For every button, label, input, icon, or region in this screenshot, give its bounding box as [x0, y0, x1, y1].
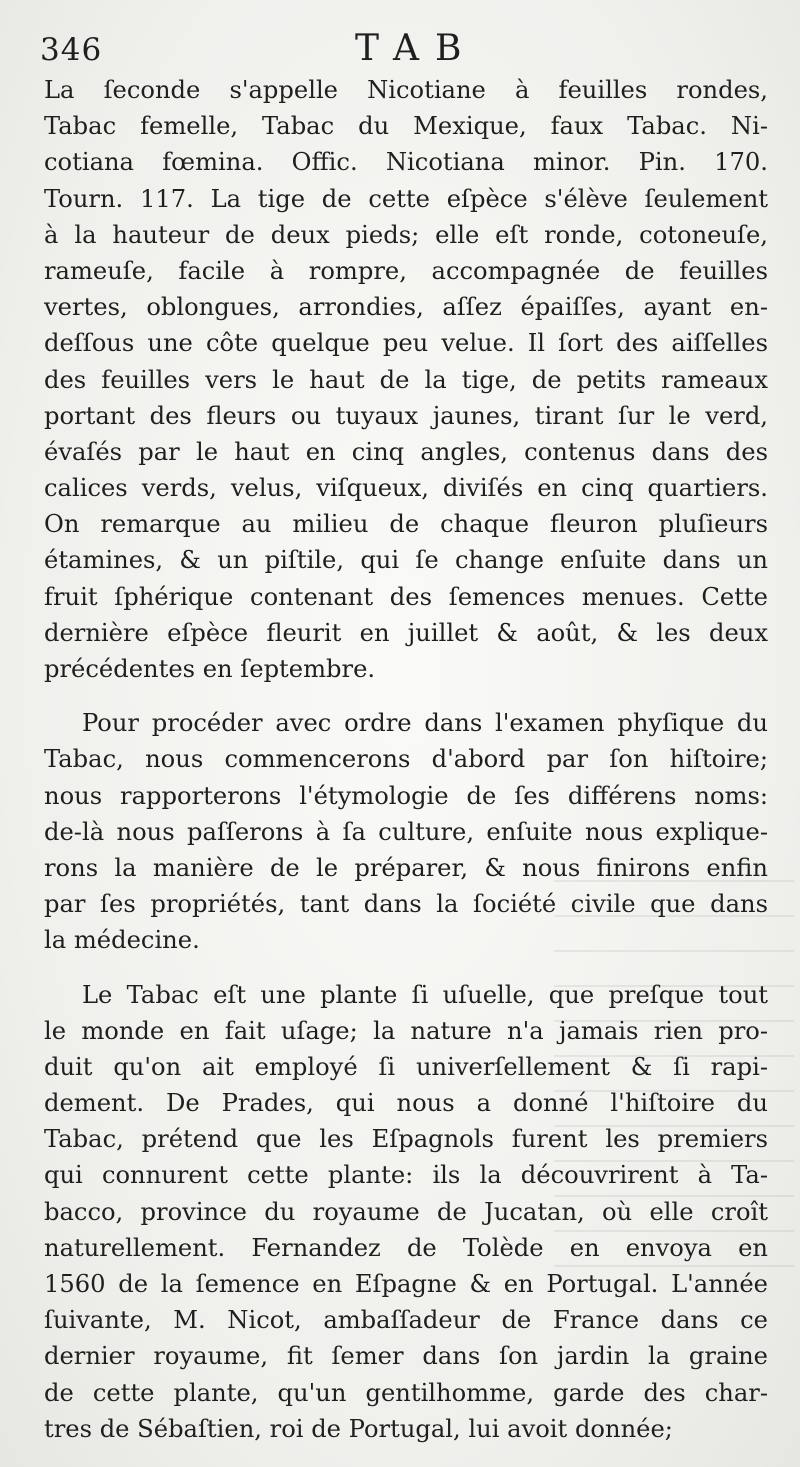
text-line: tres de Sébaſtien, roi de Portugal, lui avoit donnée; [44, 1414, 673, 1443]
text-line: de cette plante, qu'un gentilhomme, garde des char- [44, 1378, 768, 1407]
text-line: ſuivante, M. Nicot, ambaſſadeur de France dans ce [44, 1306, 768, 1335]
text-line: deſſous une côte quelque peu velue. Il ſort des aiſſelles [44, 329, 768, 358]
text-line: cotiana fœmina. Offic. Nicotiana minor. Pin. 170. [44, 148, 768, 177]
paragraph [44, 705, 768, 958]
text-line: 1560 de la ſemence en Eſpagne & en Portugal. L'année [44, 1270, 768, 1298]
text-line: nous rapporterons l'étymologie de ſes différens noms: [44, 781, 768, 810]
text-line: étamines, & un piſtile, qui ſe change enſuite dans un [44, 546, 768, 575]
paragraph [44, 72, 768, 687]
page-number: 346 [40, 32, 103, 68]
text-line: portant des fleurs ou tuyaux jaunes, tirant ſur le verd, [44, 401, 768, 430]
text-line: fruit ſphérique contenant des ſemences menues. Cette [44, 582, 768, 611]
text-line: Le Tabac eſt une plante ſi uſuelle, que preſque tout [82, 980, 768, 1009]
text-line: Tourn. 117. La tige de cette eſpèce s'élève ſeulement [44, 184, 768, 213]
body-text [44, 72, 768, 1447]
text-line: On remarque au milieu de chaque fleuron pluſieurs [44, 510, 768, 539]
text-line: duit qu'on ait employé ſi univerſellement & ſi rapi- [44, 1052, 768, 1081]
text-line: qui connurent cette plante: ils la découvrirent à Ta- [44, 1161, 768, 1190]
running-head: TAB [355, 28, 478, 69]
paragraph [44, 977, 768, 1447]
text-line: évaſés par le haut en cinq angles, contenus dans des [44, 437, 768, 466]
text-line: le monde en fait uſage; la nature n'a jamais rien pro- [44, 1016, 768, 1045]
text-line: rameuſe, facile à rompre, accompagnée de feuilles [44, 256, 768, 285]
text-line: bacco, province du royaume de Jucatan, où elle croît [44, 1197, 768, 1226]
text-line: Tabac, prétend que les Eſpagnols furent les premiers [44, 1125, 768, 1154]
text-line: calices verds, velus, viſqueux, diviſés en cinq quartiers. [44, 474, 768, 503]
text-line: précédentes en ſeptembre. [44, 655, 376, 683]
text-line: dernière eſpèce fleurit en juillet & août, & les deux [44, 618, 768, 647]
text-line: dernier royaume, fit ſemer dans ſon jardin la graine [44, 1342, 768, 1371]
text-line: Tabac femelle, Tabac du Mexique, faux Tabac. Ni- [44, 112, 768, 141]
text-line: vertes, oblongues, arrondies, aſſez épaiſſes, ayant en- [44, 293, 768, 322]
text-line: Pour procéder avec ordre dans l'examen phyſique du [82, 709, 768, 738]
text-line: à la hauteur de deux pieds; elle eſt ronde, cotoneuſe, [44, 220, 768, 249]
text-line: naturellement. Fernandez de Tolède en envoya en [44, 1233, 768, 1262]
text-line: Tabac, nous commencerons d'abord par ſon hiſtoire; [44, 745, 768, 774]
text-line: dement. De Prades, qui nous a donné l'hiſtoire du [44, 1089, 768, 1118]
text-line: la médecine. [44, 926, 200, 955]
text-line: des feuilles vers le haut de la tige, de petits rameaux [44, 365, 768, 394]
text-line: La ſeconde s'appelle Nicotiane à feuilles rondes, [44, 76, 768, 104]
page-header [0, 28, 800, 74]
text-line: rons la manière de le préparer, & nous finirons enfin [44, 853, 768, 882]
text-line: de-là nous paſſerons à ſa culture, enſuite nous explique- [44, 817, 768, 846]
text-line: par ſes propriétés, tant dans la ſociété civile que dans [44, 890, 768, 919]
